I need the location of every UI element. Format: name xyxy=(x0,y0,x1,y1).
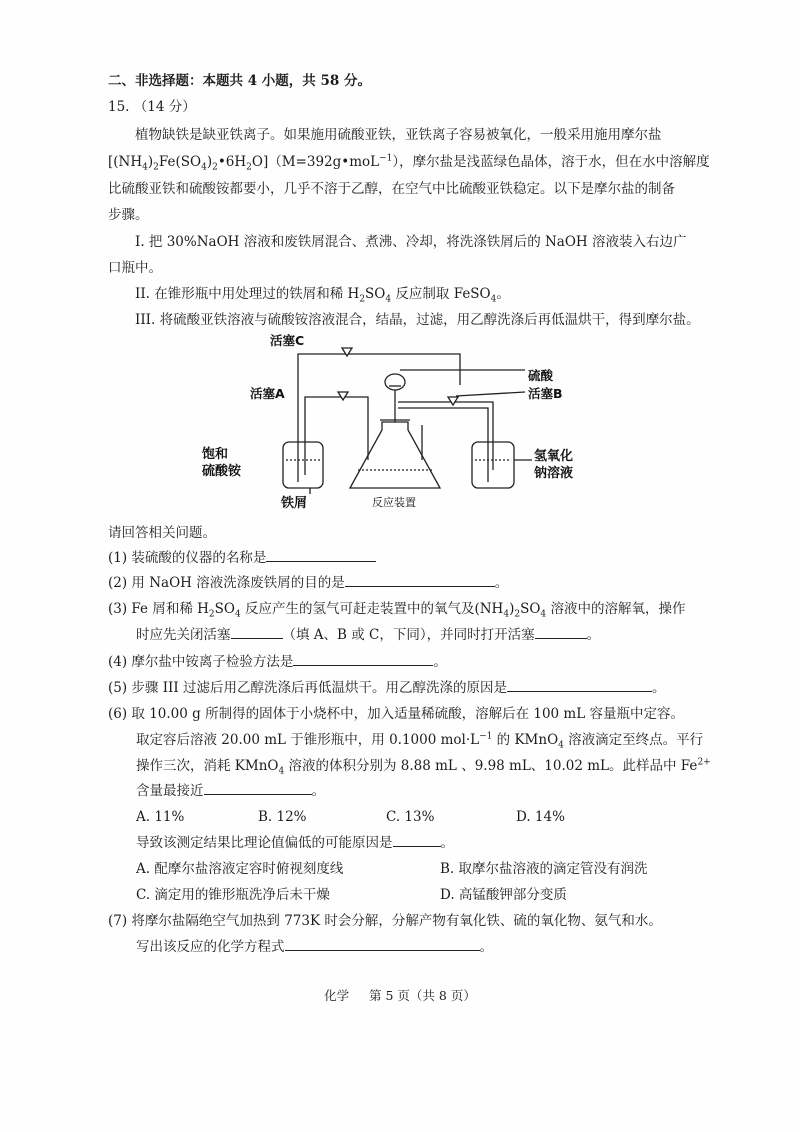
q2-answer-blank[interactable] xyxy=(345,574,495,587)
q6-option-d[interactable]: D. 14% xyxy=(516,809,565,825)
apparatus-diagram xyxy=(202,330,580,511)
q7-line-1: (7) 将摩尔盐隔绝空气加热到 773K 时会分解，分解产物有氧化铁、硫的氧化物、氨气和水。 xyxy=(108,913,662,929)
q3-line-2: 时应先关闭活塞 （填 A、B 或 C，下同），并同时打开活塞 。 xyxy=(136,627,601,643)
q6-line-2: 取定容后溶液 20.00 mL 于锥形瓶中，用 0.1000 $mol\cdot L^{-1}$ 的 KMnO$_4$ 溶液滴定至终点。平行 xyxy=(136,731,704,751)
intro-line-4: 步骤。 xyxy=(108,207,149,223)
question-header xyxy=(108,98,196,116)
q6-line-6: 导致该测定结果比理论值偏低的可能原因是 。 xyxy=(136,835,454,851)
intro-line-3: 比硫酸亚铁和硫酸铵都要小，几乎不溶于乙醇，在空气中比硫酸亚铁稳定。以下是摩尔盐的制备 xyxy=(108,181,675,197)
q6-cause-blank[interactable] xyxy=(393,834,441,847)
q6-option-b[interactable]: B. 12% xyxy=(258,809,307,825)
q5: (5) 步骤 III 过滤后用乙醇洗涤后再低温烘干。用乙醇洗涤的原因是 。 xyxy=(108,680,666,696)
q6-answer-blank[interactable] xyxy=(204,782,312,795)
q3-line-1: (3) Fe 屑和稀 $H_2SO_4$ 反应产生的氢气可赶走装置中的氧气及$(NH_4)_2SO_4$ 溶液中的溶解氧，操作 xyxy=(108,601,686,620)
label-right-2: 钠溶液 xyxy=(534,466,574,481)
q4-answer-blank[interactable] xyxy=(293,653,433,666)
footer-subject: 化学 xyxy=(324,988,350,1003)
label-iron: 铁屑 xyxy=(281,496,308,511)
q6-choice-c[interactable]: C. 滴定用的锥形瓶洗净后未干燥 xyxy=(136,887,330,903)
step-1-line-1: I. 把 30%NaOH 溶液和废铁屑混合、煮沸、冷却，将洗涤铁屑后的 NaOH 溶液装入右边广 xyxy=(135,234,687,250)
question-number: 15. xyxy=(108,99,130,115)
q6-line-4: 含量最接近 。 xyxy=(136,783,325,799)
label-valve-a: 活塞A xyxy=(250,386,285,401)
label-left-2: 硫酸铵 xyxy=(202,464,242,479)
q7-answer-blank[interactable] xyxy=(285,938,480,951)
tube-a xyxy=(305,397,368,445)
conical-flask xyxy=(350,422,440,488)
q6-line-3: 操作三次，消耗 KMnO$_4$ 溶液的体积分别为 8.88 mL 、9.98 mL、10.02 mL。此样品中 $Fe^{2+}$ xyxy=(136,757,711,777)
intro-line-1: 植物缺铁是缺亚铁离子。如果施用硫酸亚铁，亚铁离子容易被氧化，一般采用施用摩尔盐 xyxy=(135,127,662,143)
q7-line-2: 写出该反应的化学方程式 。 xyxy=(136,939,493,955)
q4: (4) 摩尔盐中铵离子检验方法是 。 xyxy=(108,654,447,670)
answer-prompt: 请回答相关问题。 xyxy=(108,525,216,541)
sep-funnel xyxy=(385,374,405,390)
valve-a-symbol xyxy=(338,392,348,400)
left-bottle xyxy=(283,442,323,488)
intro-line-2: $[(NH_4)_2Fe(SO_4)_2•6H_2O](M=392g•moL^{-1})$，摩尔盐是浅蓝绿色晶体，溶于水，但在水中溶解度 xyxy=(108,153,710,173)
q6-choice-d[interactable]: D. 高锰酸钾部分变质 xyxy=(440,887,567,903)
label-valve-c: 活塞C xyxy=(270,333,305,348)
footer-page-number: 第 5 页（共 8 页） xyxy=(369,988,476,1003)
q6-choice-b[interactable]: B. 取摩尔盐溶液的滴定管没有润洗 xyxy=(440,861,648,877)
q6-choice-a[interactable]: A. 配摩尔盐溶液定容时俯视刻度线 xyxy=(136,861,344,877)
label-acid: 硫酸 xyxy=(528,368,554,383)
valve-b-symbol xyxy=(448,397,458,405)
page-footer xyxy=(0,986,800,1004)
q6-line-1: (6) 取 10.00 g 所制得的固体于小烧杯中，加入适量稀硫酸，溶解后在 100 mL 容量瓶中定容。 xyxy=(108,706,684,722)
tube-c xyxy=(298,354,460,445)
question-score: （14 分） xyxy=(133,99,196,115)
label-left-1: 饱和 xyxy=(202,447,229,462)
step-3: III. 将硫酸亚铁溶液与硫酸铵溶液混合，结晶，过滤，用乙醇洗涤后再低温烘干，得到摩尔盐。 xyxy=(135,312,700,328)
label-valve-b: 活塞B xyxy=(528,386,563,401)
q3-blank-open[interactable] xyxy=(535,626,587,639)
q3-blank-close[interactable] xyxy=(231,626,283,639)
valve-c-symbol xyxy=(342,348,352,356)
q1: (1) 装硫酸的仪器的名称是 xyxy=(108,549,376,567)
q6-option-a[interactable]: A. 11% xyxy=(136,809,185,825)
label-reactor: 反应装置 xyxy=(372,496,416,509)
step-2: II. 在锥形瓶中用处理过的铁屑和稀 $H_2SO_4$ 反应制取 FeSO$_4$。 xyxy=(135,286,510,305)
valve-b-pointer xyxy=(456,392,525,396)
label-right-1: 氢氧化 xyxy=(534,449,574,464)
q1-answer-blank[interactable] xyxy=(266,549,376,562)
q6-option-c[interactable]: C. 13% xyxy=(386,809,435,825)
step-1-line-2: 口瓶中。 xyxy=(108,260,162,276)
q5-answer-blank[interactable] xyxy=(507,679,652,692)
q2: (2) 用 NaOH 溶液洗涤废铁屑的目的是 。 xyxy=(108,575,509,591)
section-title: 二、非选择题：本题共 4 小题，共 58 分。 xyxy=(108,73,371,89)
